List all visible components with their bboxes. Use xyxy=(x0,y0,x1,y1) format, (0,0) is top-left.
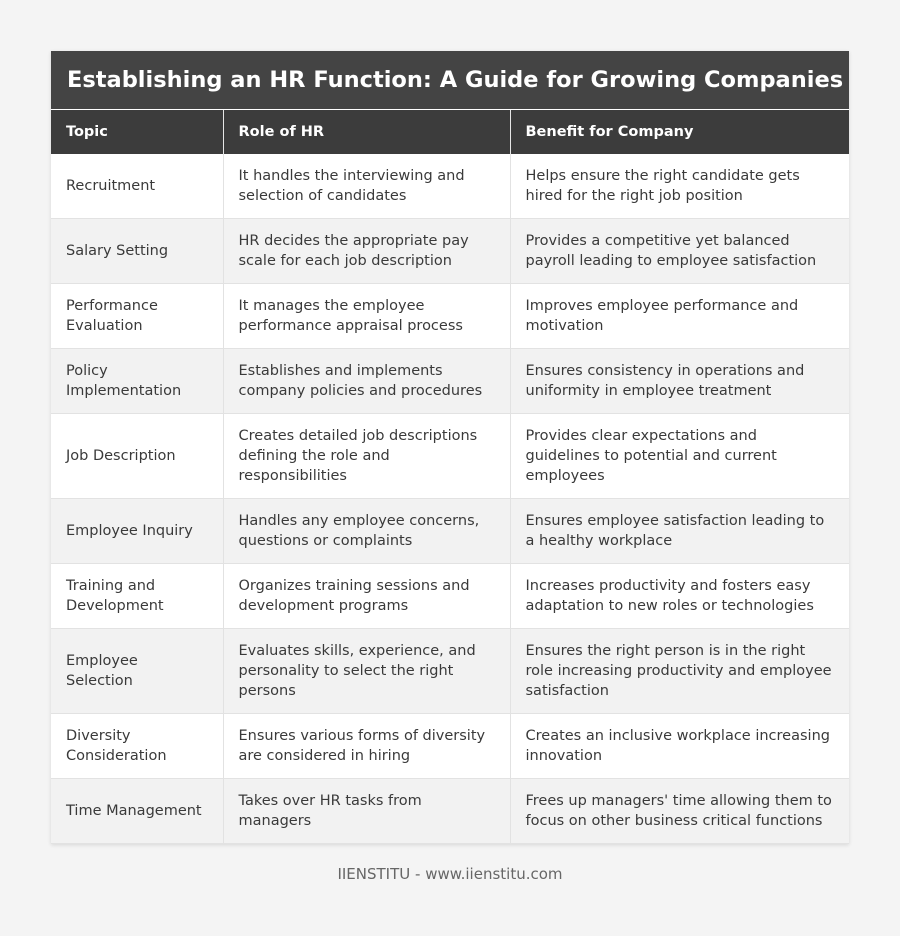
cell-benefit: Improves employee performance and motivation xyxy=(510,284,849,349)
header-benefit: Benefit for Company xyxy=(510,110,849,154)
table-row xyxy=(51,349,849,414)
cell-benefit: Helps ensure the right candidate gets hired for the right job position xyxy=(510,154,849,219)
cell-topic: Salary Setting xyxy=(51,219,223,284)
table-row xyxy=(51,284,849,349)
cell-topic: Job Description xyxy=(51,414,223,499)
header-role: Role of HR xyxy=(223,110,510,154)
cell-role: Creates detailed job descriptions defining the role and responsibilities xyxy=(223,414,510,499)
cell-benefit: Ensures the right person is in the right role increasing productivity and employee satisfaction xyxy=(510,629,849,714)
cell-benefit: Creates an inclusive workplace increasing innovation xyxy=(510,714,849,779)
cell-benefit: Ensures employee satisfaction leading to a healthy workplace xyxy=(510,499,849,564)
footer-credit: IIENSTITU - www.iienstitu.com xyxy=(337,865,563,883)
cell-benefit: Ensures consistency in operations and uniformity in employee treatment xyxy=(510,349,849,414)
cell-role: It handles the interviewing and selection of candidates xyxy=(223,154,510,219)
cell-benefit: Provides clear expectations and guidelines to potential and current employees xyxy=(510,414,849,499)
cell-benefit: Frees up managers' time allowing them to focus on other business critical functions xyxy=(510,779,849,844)
table-row xyxy=(51,629,849,714)
cell-role: Evaluates skills, experience, and personality to select the right persons xyxy=(223,629,510,714)
cell-topic: Policy Implementation xyxy=(51,349,223,414)
hr-function-table xyxy=(51,110,849,844)
table-row xyxy=(51,414,849,499)
table-row xyxy=(51,154,849,219)
cell-role: HR decides the appropriate pay scale for each job description xyxy=(223,219,510,284)
hr-guide-card xyxy=(51,51,849,844)
cell-topic: Diversity Consideration xyxy=(51,714,223,779)
cell-role: It manages the employee performance appraisal process xyxy=(223,284,510,349)
table-title: Establishing an HR Function: A Guide for Growing Companies xyxy=(51,51,849,110)
cell-topic: Employee Inquiry xyxy=(51,499,223,564)
table-row xyxy=(51,499,849,564)
cell-role: Handles any employee concerns, questions or complaints xyxy=(223,499,510,564)
cell-topic: Recruitment xyxy=(51,154,223,219)
cell-role: Ensures various forms of diversity are considered in hiring xyxy=(223,714,510,779)
cell-topic: Time Management xyxy=(51,779,223,844)
cell-role: Takes over HR tasks from managers xyxy=(223,779,510,844)
cell-role: Organizes training sessions and development programs xyxy=(223,564,510,629)
table-row xyxy=(51,564,849,629)
cell-topic: Performance Evaluation xyxy=(51,284,223,349)
cell-role: Establishes and implements company policies and procedures xyxy=(223,349,510,414)
table-row xyxy=(51,219,849,284)
header-topic: Topic xyxy=(51,110,223,154)
table-row xyxy=(51,779,849,844)
cell-benefit: Increases productivity and fosters easy adaptation to new roles or technologies xyxy=(510,564,849,629)
cell-benefit: Provides a competitive yet balanced payroll leading to employee satisfaction xyxy=(510,219,849,284)
header-row xyxy=(51,110,849,154)
cell-topic: Employee Selection xyxy=(51,629,223,714)
cell-topic: Training and Development xyxy=(51,564,223,629)
table-row xyxy=(51,714,849,779)
